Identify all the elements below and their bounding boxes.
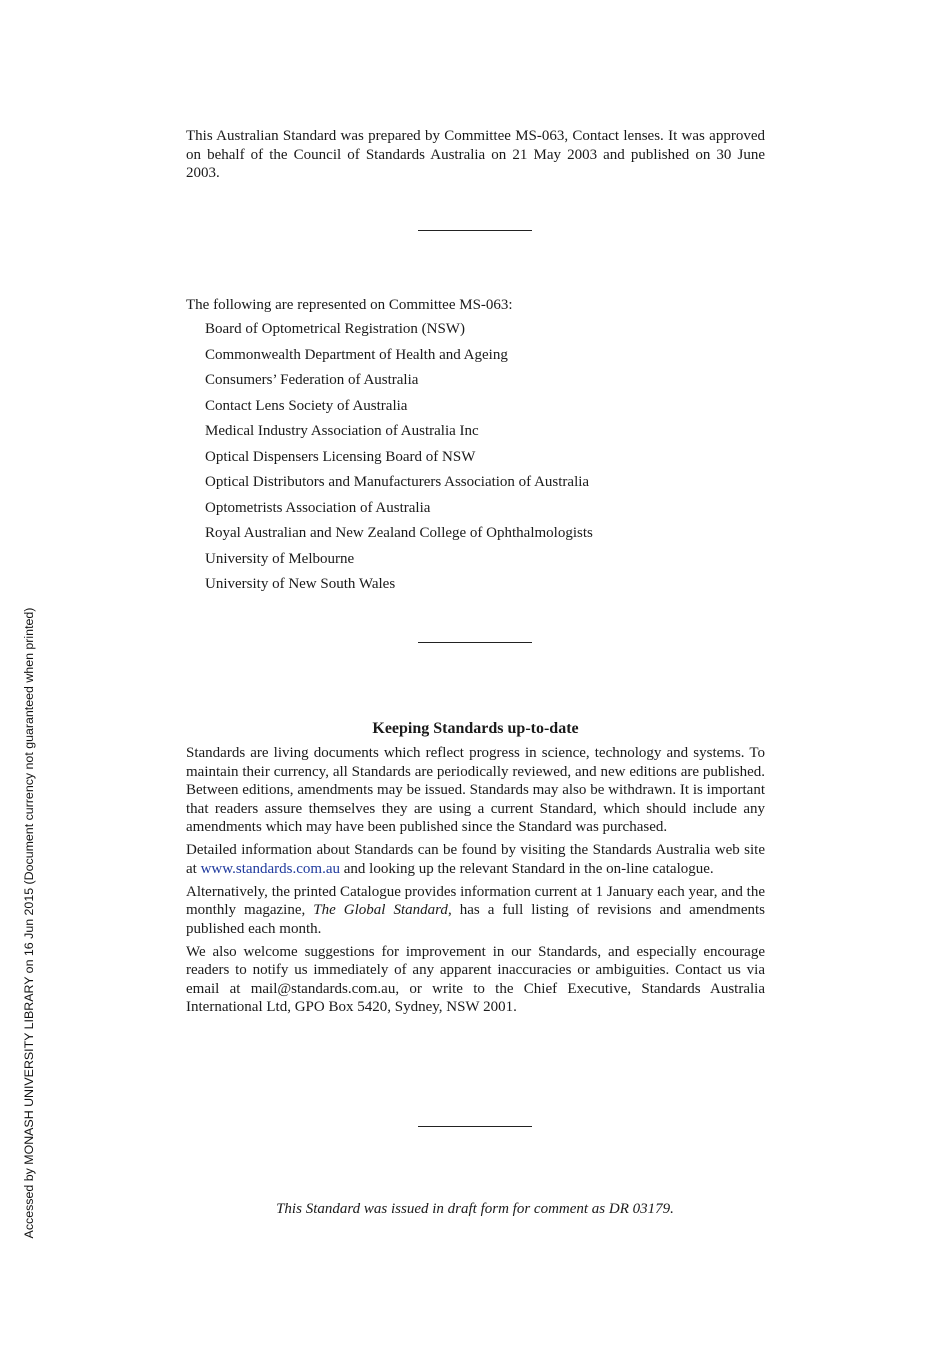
magazine-title: The Global Standard bbox=[313, 902, 448, 918]
keeping-standards-body bbox=[186, 744, 765, 1021]
paragraph-web-site bbox=[186, 841, 765, 878]
committee-member: Contact Lens Society of Australia bbox=[205, 397, 408, 414]
committee-member: University of Melbourne bbox=[205, 550, 355, 567]
committee-member: University of New South Wales bbox=[205, 576, 396, 592]
paragraph-text: and looking up the relevant Standard in the on-line catalogue. bbox=[340, 860, 714, 877]
committee-member-list bbox=[205, 319, 593, 600]
committee-member: Royal Australian and New Zealand College of Ophthalmologists bbox=[205, 525, 593, 541]
committee-member: Optical Distributors and Manufacturers Association of Australia bbox=[205, 474, 590, 490]
section-title: Keeping Standards up-to-date bbox=[372, 720, 579, 737]
divider-3 bbox=[418, 1126, 532, 1127]
paragraph-living-documents: Standards are living documents which reflect progress in science, technology and systems. To maintain their currency, all Standards are periodically reviewed, and new editions are published. Between editions, amendments may be issued. Standards may also be withdrawn. It is important that readers assure themselves they are using a current Standard, which should include any amendments which may have been published since the Standard was purchased. bbox=[186, 745, 765, 835]
draft-note: This Standard was issued in draft form for comment as DR 03179. bbox=[276, 1201, 674, 1217]
committee-heading: The following are represented on Committee MS-063: bbox=[186, 297, 513, 313]
paragraph-text: , has a full listing of revisions and amendments published each month. bbox=[186, 902, 765, 937]
paragraph-text: Detailed information about Standards can be found by visiting the Standards Australia web site at bbox=[186, 842, 765, 877]
standards-website-link[interactable]: www.standards.com.au bbox=[200, 860, 340, 877]
committee-member: Medical Industry Association of Australia Inc bbox=[205, 423, 479, 439]
divider-2 bbox=[418, 642, 532, 643]
paragraph-suggestions: We also welcome suggestions for improvement in our Standards, and especially encourage readers to notify us immediately of any apparent inaccuracies or ambiguities. Contact us via email at mail@standards.com.au, or write to the Chief Executive, Standards Australia International Ltd, GPO Box 5420, Sydney, NSW 2001. bbox=[186, 943, 765, 1015]
committee-member: Commonwealth Department of Health and Ageing bbox=[205, 346, 508, 363]
committee-member: Board of Optometrical Registration (NSW) bbox=[205, 321, 465, 337]
committee-member: Optical Dispensers Licensing Board of NSW bbox=[205, 448, 476, 465]
paragraph-catalogue bbox=[186, 883, 765, 939]
intro-paragraph: This Australian Standard was prepared by Committee MS-063, Contact lenses. It was approved on behalf of the Council of Standards Australia on 21 May 2003 and published on 30 June 2003. bbox=[186, 128, 765, 181]
committee-member: Consumers’ Federation of Australia bbox=[205, 372, 419, 388]
access-watermark: Accessed by MONASH UNIVERSITY LIBRARY on 16 Jun 2015 (Document currency not guaranteed when printed) bbox=[22, 607, 36, 1239]
divider-1 bbox=[418, 230, 532, 231]
committee-member: Optometrists Association of Australia bbox=[205, 499, 431, 516]
paragraph-text: Alternatively, the printed Catalogue provides information current at 1 January each year, and the monthly magazine, bbox=[186, 883, 765, 918]
